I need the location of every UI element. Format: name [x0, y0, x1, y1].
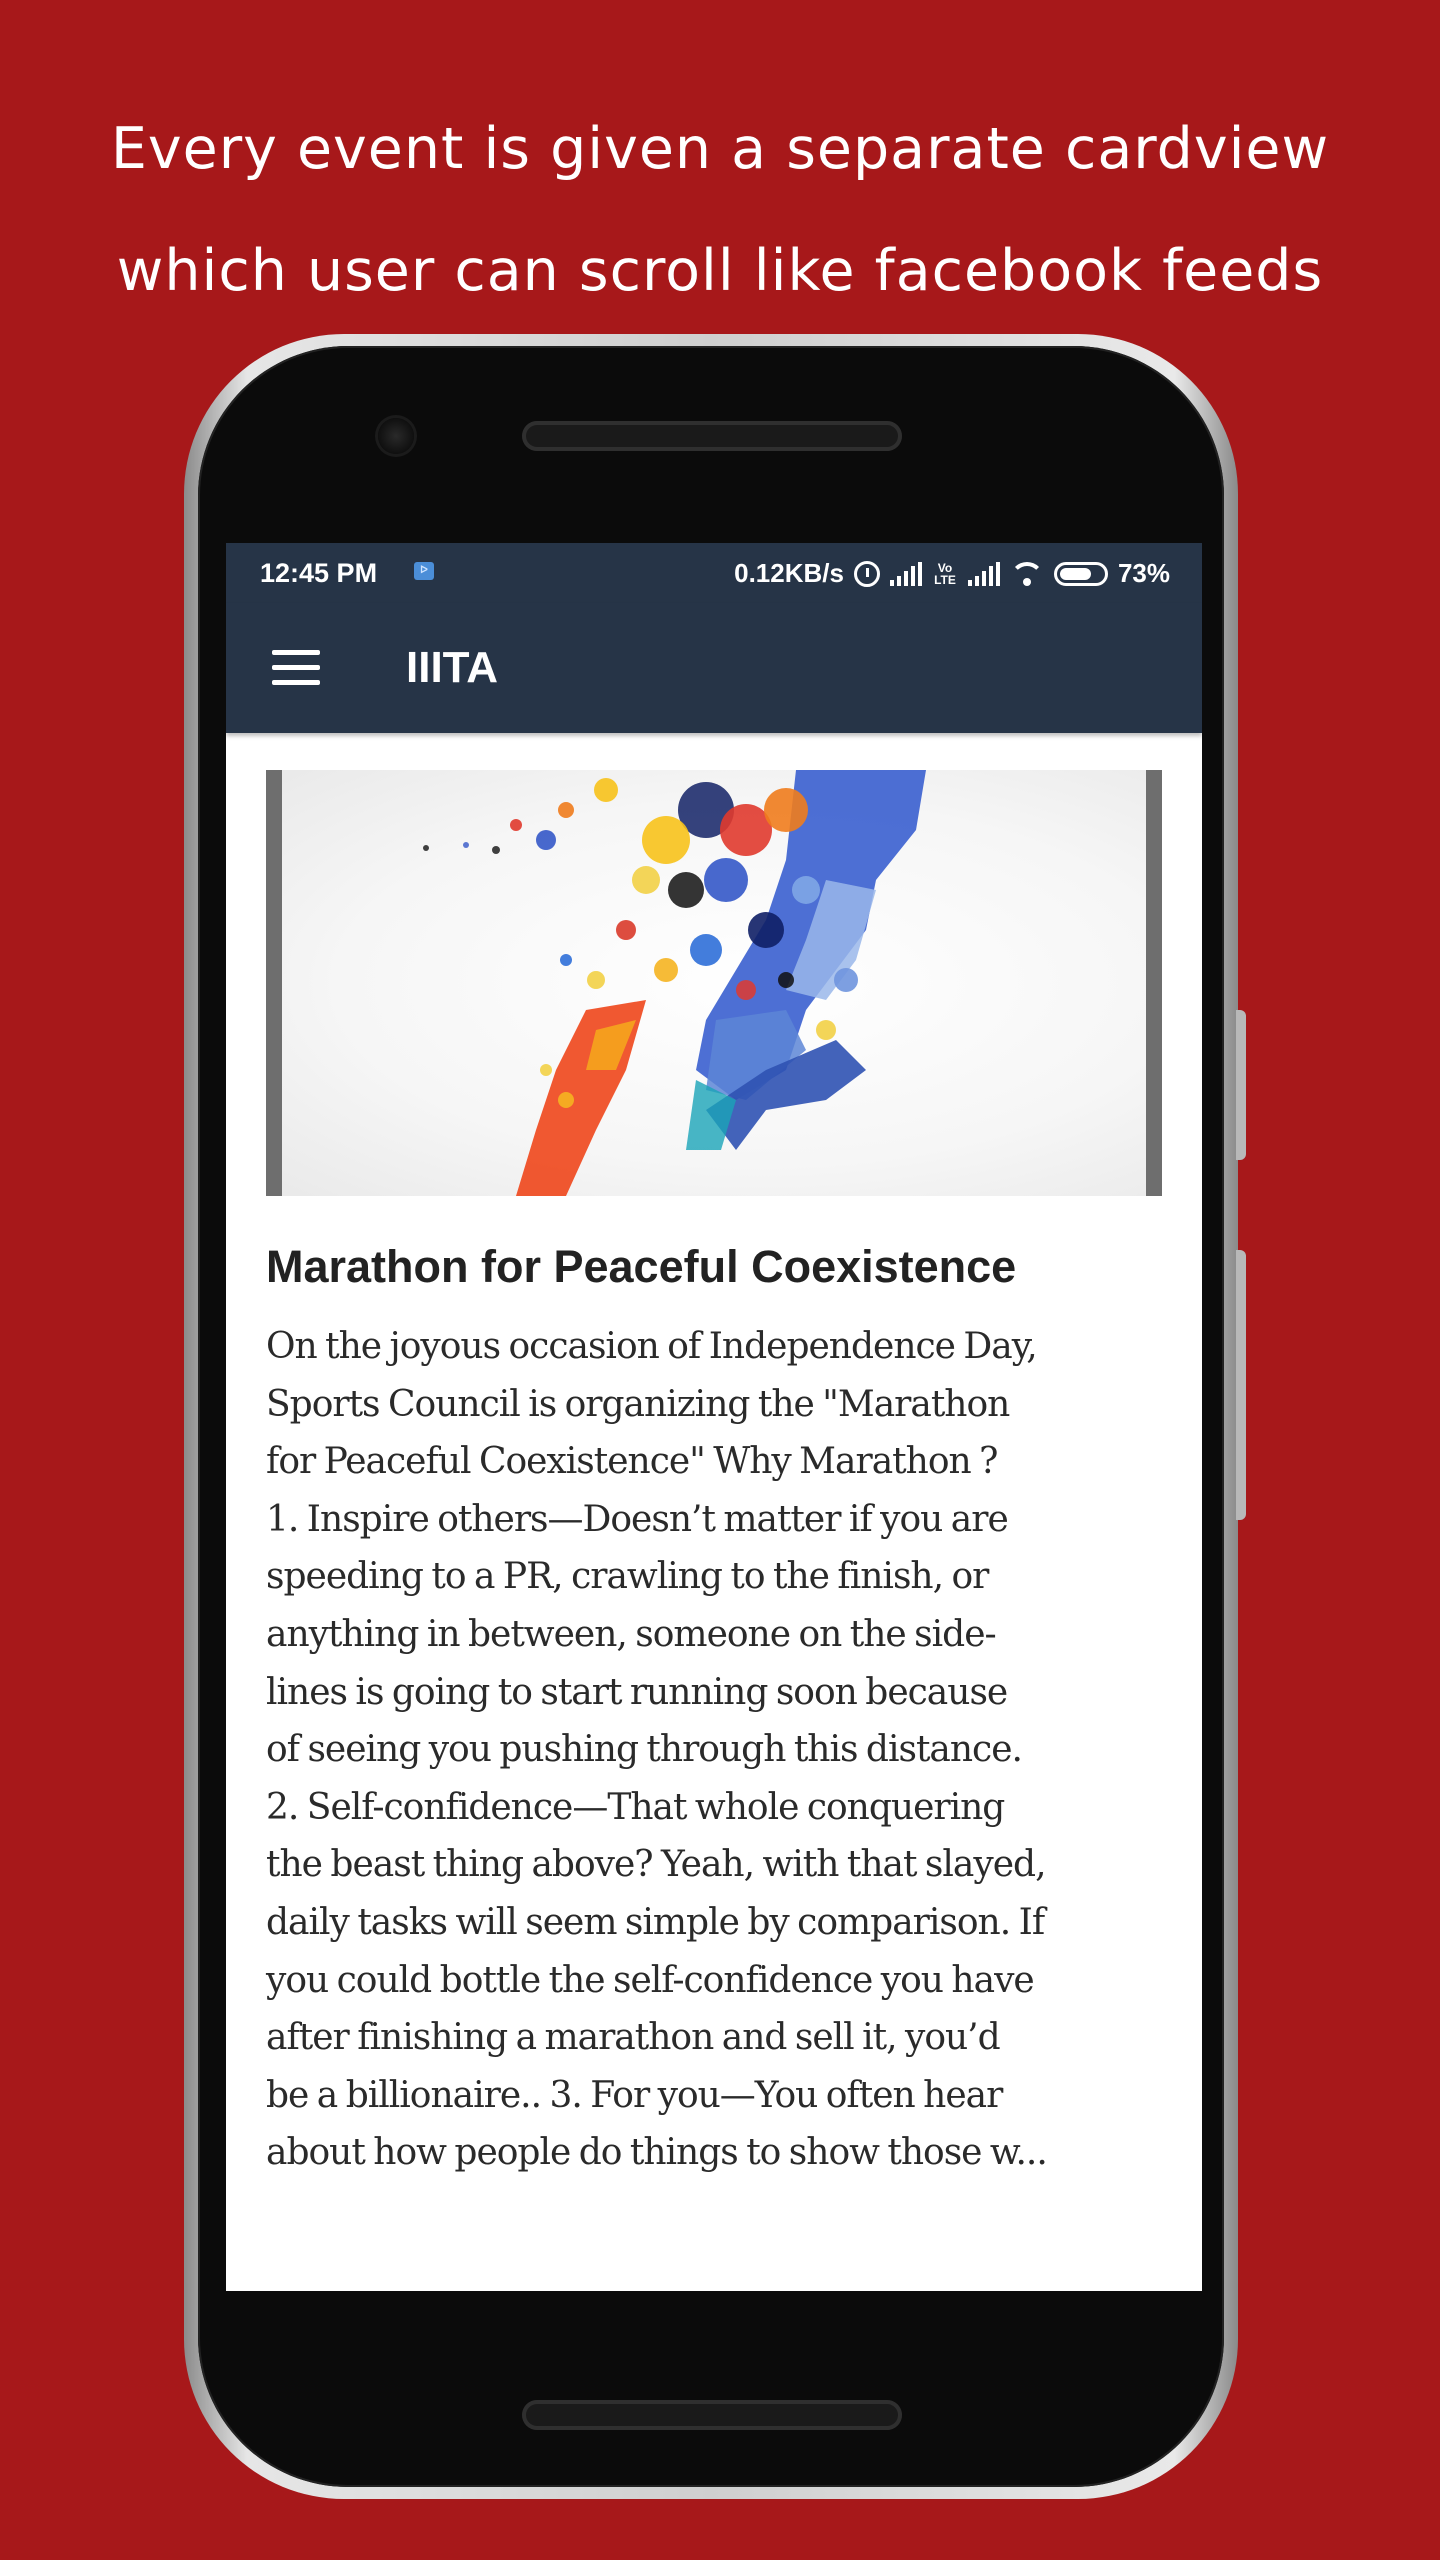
- description-line: 2. Self-confidence—That whole conquering: [266, 1786, 1005, 1828]
- description-line: the beast thing above? Yeah, with that slayed,: [266, 1844, 1046, 1886]
- description-line: after finishing a marathon and sell it, you’d: [266, 2017, 1000, 2059]
- alarm-icon: [854, 561, 880, 587]
- description-line: for Peaceful Coexistence" Why Marathon ?: [266, 1441, 998, 1483]
- promo-caption: [0, 88, 1440, 332]
- description-line: speeding to a PR, crawling to the finish, or: [266, 1556, 989, 1598]
- event-description: [266, 1318, 1172, 2182]
- battery-percent: 73%: [1117, 558, 1170, 588]
- app-bar: [226, 603, 1202, 733]
- status-time: 12:45 PM: [260, 558, 378, 588]
- signal-icon: [968, 562, 1000, 586]
- volte-icon: Vo LTE: [934, 560, 956, 587]
- app-title: IIITA: [406, 643, 499, 692]
- description-line: 1. Inspire others—Doesn’t matter if you are: [266, 1498, 1008, 1540]
- event-title[interactable]: Marathon for Peaceful Coexistence: [266, 1241, 1017, 1292]
- front-camera-icon: [378, 418, 414, 454]
- phone-screen: [226, 543, 1202, 2291]
- status-bar: [226, 543, 1202, 603]
- promo-line-2: which user can scroll like facebook feeds: [116, 238, 1324, 304]
- battery-fill: [1060, 568, 1091, 580]
- marathon-runner-image[interactable]: [266, 770, 1162, 1196]
- description-line: lines is going to start running soon because: [266, 1671, 1008, 1713]
- bottom-speaker: [522, 2400, 902, 2430]
- power-button: [1236, 1010, 1246, 1160]
- description-line: Sports Council is organizing the "Marathon: [266, 1383, 1010, 1425]
- wifi-icon: [1010, 562, 1044, 586]
- description-line: you could bottle the self-confidence you have: [266, 1959, 1034, 2001]
- description-line: On the joyous occasion of Independence Day,: [266, 1326, 1037, 1367]
- network-speed: 0.12KB/s: [734, 558, 844, 588]
- description-line: about how people do things to show those w...: [266, 2132, 1047, 2174]
- description-line: be a billionaire.. 3. For you—You often hear: [266, 2074, 1003, 2116]
- volume-button: [1236, 1250, 1246, 1520]
- status-icons: [734, 558, 1170, 589]
- hamburger-menu-icon[interactable]: [272, 650, 320, 686]
- notification-icon: ᐅ: [414, 562, 434, 580]
- description-line: anything in between, someone on the side-: [266, 1613, 996, 1655]
- battery-icon: [1054, 562, 1108, 586]
- earpiece-speaker: [522, 421, 902, 451]
- description-line: of seeing you pushing through this distance.: [266, 1729, 1022, 1771]
- runner-splash-art: [266, 770, 1162, 1196]
- promo-line-1: Every event is given a separate cardview: [110, 116, 1330, 182]
- signal-icon: [890, 562, 922, 586]
- description-line: daily tasks will seem simple by comparison. If: [266, 1901, 1045, 1943]
